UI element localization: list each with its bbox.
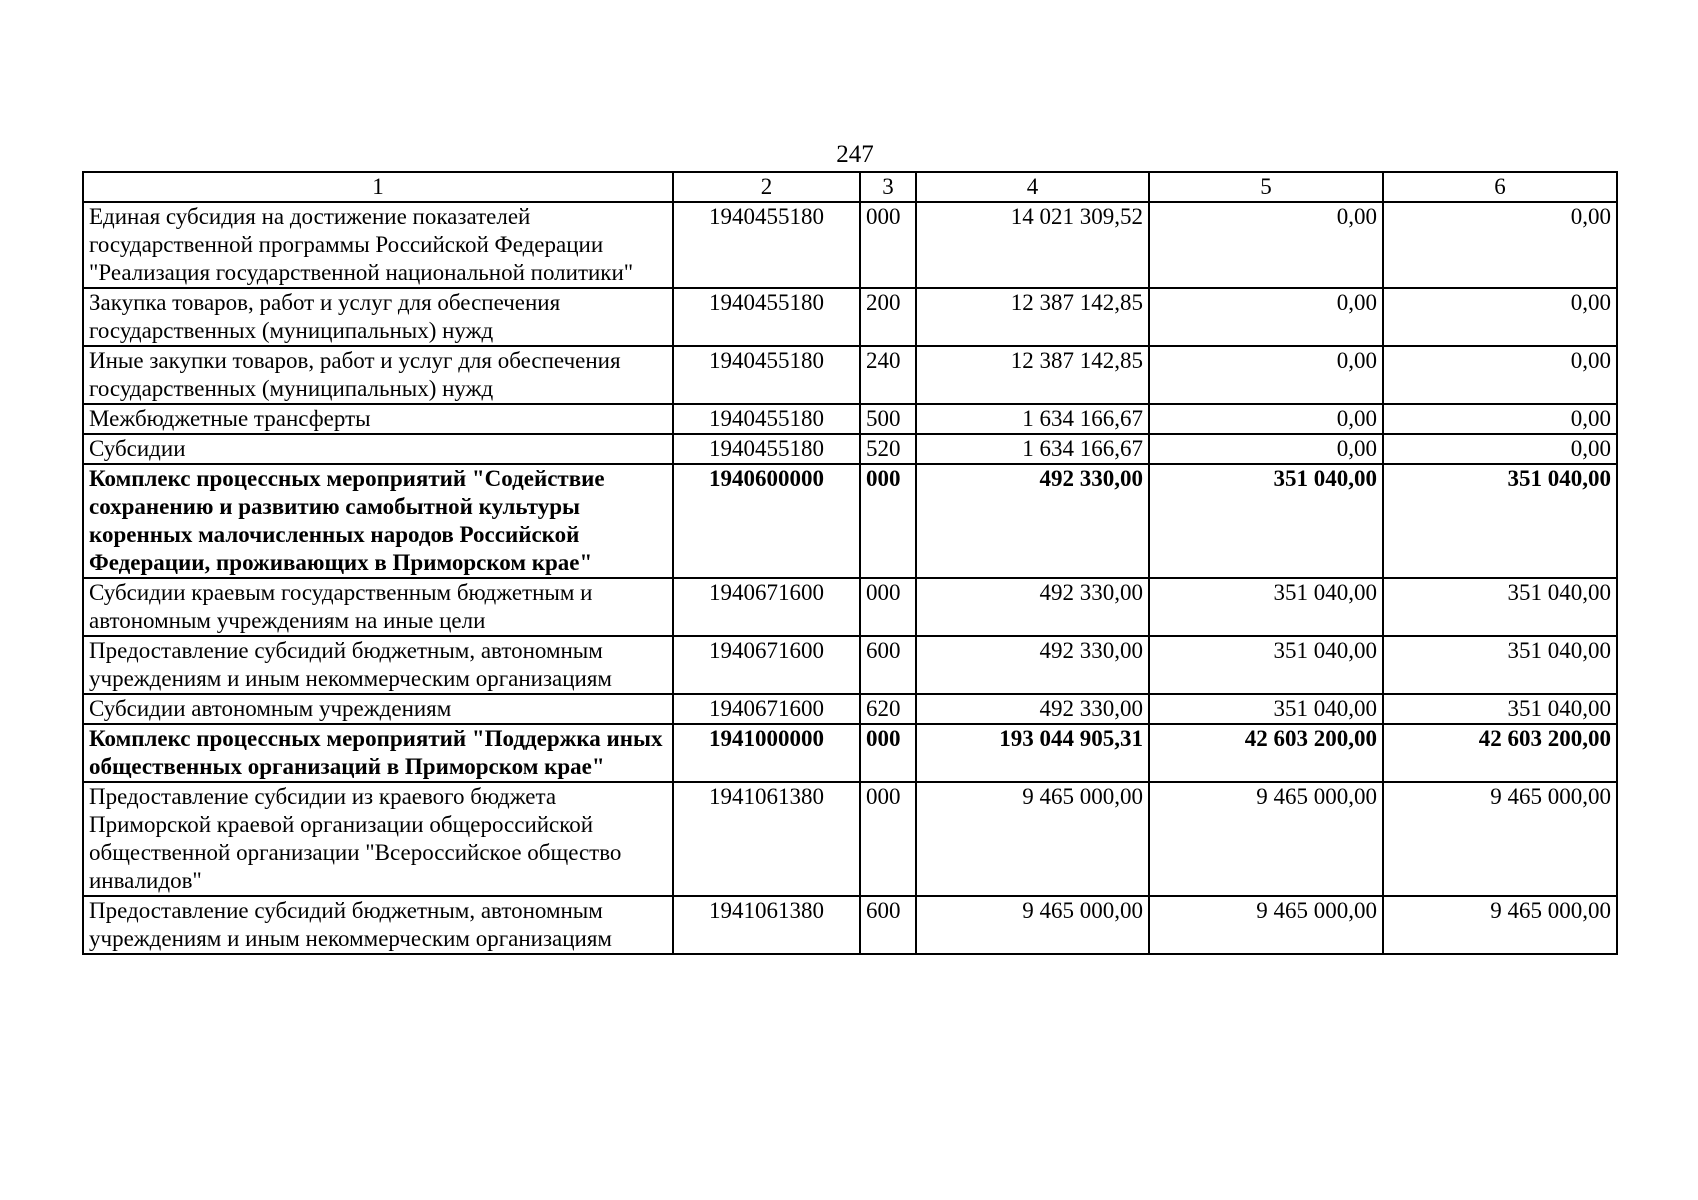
row-name: Комплекс процессных мероприятий "Поддержка иных общественных организаций в Приморском крае" (83, 724, 673, 782)
row-name: Субсидии (83, 434, 673, 464)
column-number-5: 5 (1149, 172, 1383, 202)
amount-col-5: 0,00 (1149, 404, 1383, 434)
expense-type-code: 000 (860, 578, 916, 636)
table-row (83, 464, 1617, 578)
amount-col-5: 351 040,00 (1149, 464, 1383, 578)
row-name: Межбюджетные трансферты (83, 404, 673, 434)
column-number-row (83, 172, 1617, 202)
amount-col-6: 0,00 (1383, 434, 1617, 464)
expense-type-code: 200 (860, 288, 916, 346)
expense-type-code: 240 (860, 346, 916, 404)
table-row (83, 724, 1617, 782)
row-name: Предоставление субсидии из краевого бюджета Приморской краевой организации общероссийской общественной организации "Всероссийское общество инвалидов" (83, 782, 673, 896)
page-number: 247 (836, 141, 874, 168)
amount-col-4: 193 044 905,31 (916, 724, 1149, 782)
target-article-code: 1940455180 (673, 202, 860, 288)
row-name: Комплекс процессных мероприятий "Содействие сохранению и развитию самобытной культуры коренных малочисленных народов Российской Федерации, проживающих в Приморском крае" (83, 464, 673, 578)
amount-col-5: 9 465 000,00 (1149, 896, 1383, 954)
table-row (83, 288, 1617, 346)
amount-col-5: 351 040,00 (1149, 694, 1383, 724)
amount-col-5: 0,00 (1149, 434, 1383, 464)
amount-col-6: 9 465 000,00 (1383, 782, 1617, 896)
expense-type-code: 000 (860, 202, 916, 288)
table-body (83, 172, 1617, 954)
target-article-code: 1941061380 (673, 782, 860, 896)
row-name: Иные закупки товаров, работ и услуг для обеспечения государственных (муниципальных) нужд (83, 346, 673, 404)
amount-col-6: 0,00 (1383, 288, 1617, 346)
amount-col-5: 42 603 200,00 (1149, 724, 1383, 782)
table-row (83, 578, 1617, 636)
amount-col-5: 351 040,00 (1149, 636, 1383, 694)
amount-col-4: 492 330,00 (916, 636, 1149, 694)
column-number-3: 3 (860, 172, 916, 202)
target-article-code: 1940671600 (673, 636, 860, 694)
target-article-code: 1940600000 (673, 464, 860, 578)
table-row (83, 782, 1617, 896)
amount-col-4: 12 387 142,85 (916, 346, 1149, 404)
target-article-code: 1941061380 (673, 896, 860, 954)
amount-col-6: 0,00 (1383, 404, 1617, 434)
expense-type-code: 520 (860, 434, 916, 464)
table-row (83, 404, 1617, 434)
table-row (83, 202, 1617, 288)
row-name: Субсидии автономным учреждениям (83, 694, 673, 724)
expense-type-code: 000 (860, 724, 916, 782)
expense-type-code: 000 (860, 782, 916, 896)
column-number-1: 1 (83, 172, 673, 202)
budget-table (82, 171, 1618, 955)
amount-col-6: 0,00 (1383, 346, 1617, 404)
amount-col-4: 12 387 142,85 (916, 288, 1149, 346)
table-row (83, 694, 1617, 724)
amount-col-4: 9 465 000,00 (916, 782, 1149, 896)
expense-type-code: 600 (860, 896, 916, 954)
amount-col-5: 9 465 000,00 (1149, 782, 1383, 896)
expense-type-code: 600 (860, 636, 916, 694)
amount-col-6: 351 040,00 (1383, 694, 1617, 724)
amount-col-4: 1 634 166,67 (916, 404, 1149, 434)
target-article-code: 1940455180 (673, 288, 860, 346)
amount-col-6: 9 465 000,00 (1383, 896, 1617, 954)
amount-col-4: 1 634 166,67 (916, 434, 1149, 464)
row-name: Единая субсидия на достижение показателей государственной программы Российской Федерации "Реализация государственной национальной политики" (83, 202, 673, 288)
amount-col-5: 0,00 (1149, 202, 1383, 288)
table-row (83, 896, 1617, 954)
table-row (83, 636, 1617, 694)
target-article-code: 1940455180 (673, 404, 860, 434)
target-article-code: 1941000000 (673, 724, 860, 782)
amount-col-6: 351 040,00 (1383, 464, 1617, 578)
table-row (83, 434, 1617, 464)
amount-col-5: 0,00 (1149, 288, 1383, 346)
table-row (83, 346, 1617, 404)
expense-type-code: 000 (860, 464, 916, 578)
amount-col-4: 492 330,00 (916, 694, 1149, 724)
amount-col-4: 14 021 309,52 (916, 202, 1149, 288)
target-article-code: 1940671600 (673, 578, 860, 636)
target-article-code: 1940455180 (673, 346, 860, 404)
amount-col-6: 0,00 (1383, 202, 1617, 288)
row-name: Предоставление субсидий бюджетным, автономным учреждениям и иным некоммерческим организациям (83, 636, 673, 694)
amount-col-6: 351 040,00 (1383, 636, 1617, 694)
amount-col-4: 492 330,00 (916, 578, 1149, 636)
amount-col-6: 42 603 200,00 (1383, 724, 1617, 782)
expense-type-code: 620 (860, 694, 916, 724)
target-article-code: 1940671600 (673, 694, 860, 724)
amount-col-4: 492 330,00 (916, 464, 1149, 578)
row-name: Субсидии краевым государственным бюджетным и автономным учреждениям на иные цели (83, 578, 673, 636)
expense-type-code: 500 (860, 404, 916, 434)
column-number-2: 2 (673, 172, 860, 202)
amount-col-5: 0,00 (1149, 346, 1383, 404)
amount-col-5: 351 040,00 (1149, 578, 1383, 636)
target-article-code: 1940455180 (673, 434, 860, 464)
column-number-6: 6 (1383, 172, 1617, 202)
row-name: Закупка товаров, работ и услуг для обеспечения государственных (муниципальных) нужд (83, 288, 673, 346)
column-number-4: 4 (916, 172, 1149, 202)
amount-col-6: 351 040,00 (1383, 578, 1617, 636)
amount-col-4: 9 465 000,00 (916, 896, 1149, 954)
row-name: Предоставление субсидий бюджетным, автономным учреждениям и иным некоммерческим организациям (83, 896, 673, 954)
